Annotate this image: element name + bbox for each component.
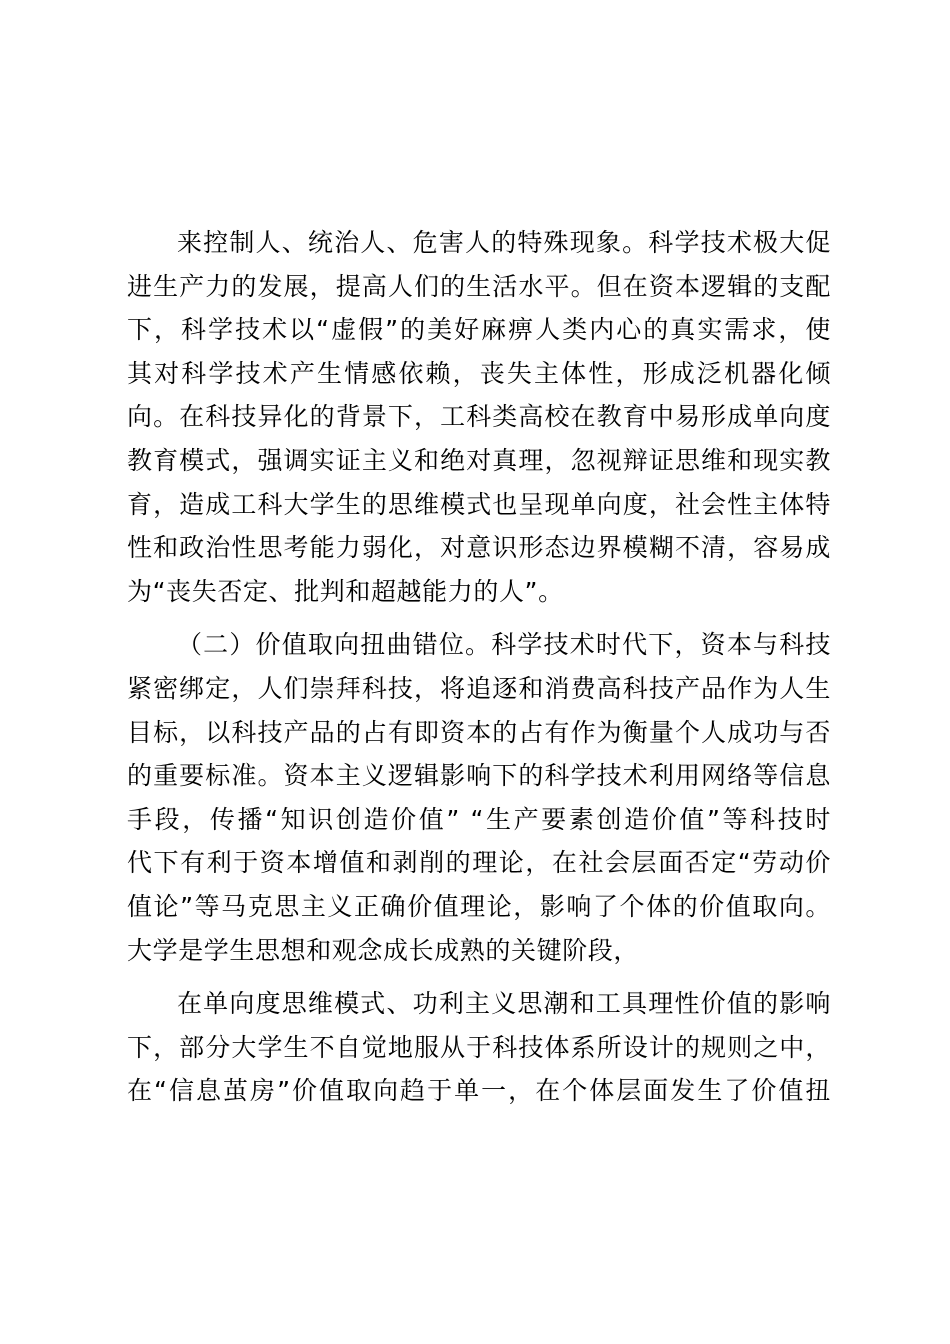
text-line: 来控制人、统治人、危害人的特殊现象。科学技术极大促 [177, 228, 831, 257]
text-line: 育，造成工科大学生的思维模式也呈现单向度，社会性主体特 [127, 489, 831, 519]
text-line: 性和政治性思考能力弱化，对意识形态边界模糊不清，容易成 [127, 533, 831, 563]
text-line: 为“丧失否定、批判和超越能力的人”。 [127, 576, 564, 606]
paragraph-2 [127, 623, 831, 972]
text-line: 进生产力的发展，提高人们的生活水平。但在资本逻辑的支配 [127, 271, 831, 301]
text-line: 在单向度思维模式、功利主义思潮和工具理性价值的影响 [177, 989, 831, 1019]
text-line: 教育模式，强调实证主义和绝对真理，忽视辩证思维和现实教 [127, 445, 831, 475]
text-line: 紧密绑定，人们崇拜科技，将追逐和消费高科技产品作为人生 [127, 673, 831, 703]
text-line: 代下有利于资本增值和剥削的理论，在社会层面否定“劳动价 [127, 848, 831, 878]
text-line: 其对科学技术产生情感依赖，丧失主体性，形成泛机器化倾 [127, 358, 831, 388]
body-text [127, 221, 831, 1113]
text-line: （二）价值取向扭曲错位。科学技术时代下，资本与科技 [177, 630, 831, 660]
paragraph-1 [127, 221, 831, 613]
text-line: 的重要标准。资本主义逻辑影响下的科学技术利用网络等信息 [127, 761, 831, 791]
text-line: 手段，传播“知识创造价值” “生产要素创造价值”等科技时 [127, 804, 831, 834]
text-line: 目标，以科技产品的占有即资本的占有作为衡量个人成功与否 [127, 717, 831, 747]
text-line: 值论”等马克思主义正确价值理论，影响了个体的价值取向。 [127, 891, 831, 921]
text-line: 大学是学生思想和观念成长成熟的关键阶段， [127, 935, 640, 965]
text-line: 向。在科技异化的背景下，工科类高校在教育中易形成单向度 [127, 402, 831, 432]
text-line: 下，部分大学生不自觉地服从于科技体系所设计的规则之中， [127, 1032, 831, 1062]
text-line: 在“信息茧房”价值取向趋于单一，在个体层面发生了价值扭 [127, 1076, 831, 1106]
text-line: 下，科学技术以“虚假”的美好麻痹人类内心的真实需求，使 [127, 315, 831, 345]
paragraph-3 [127, 982, 831, 1113]
